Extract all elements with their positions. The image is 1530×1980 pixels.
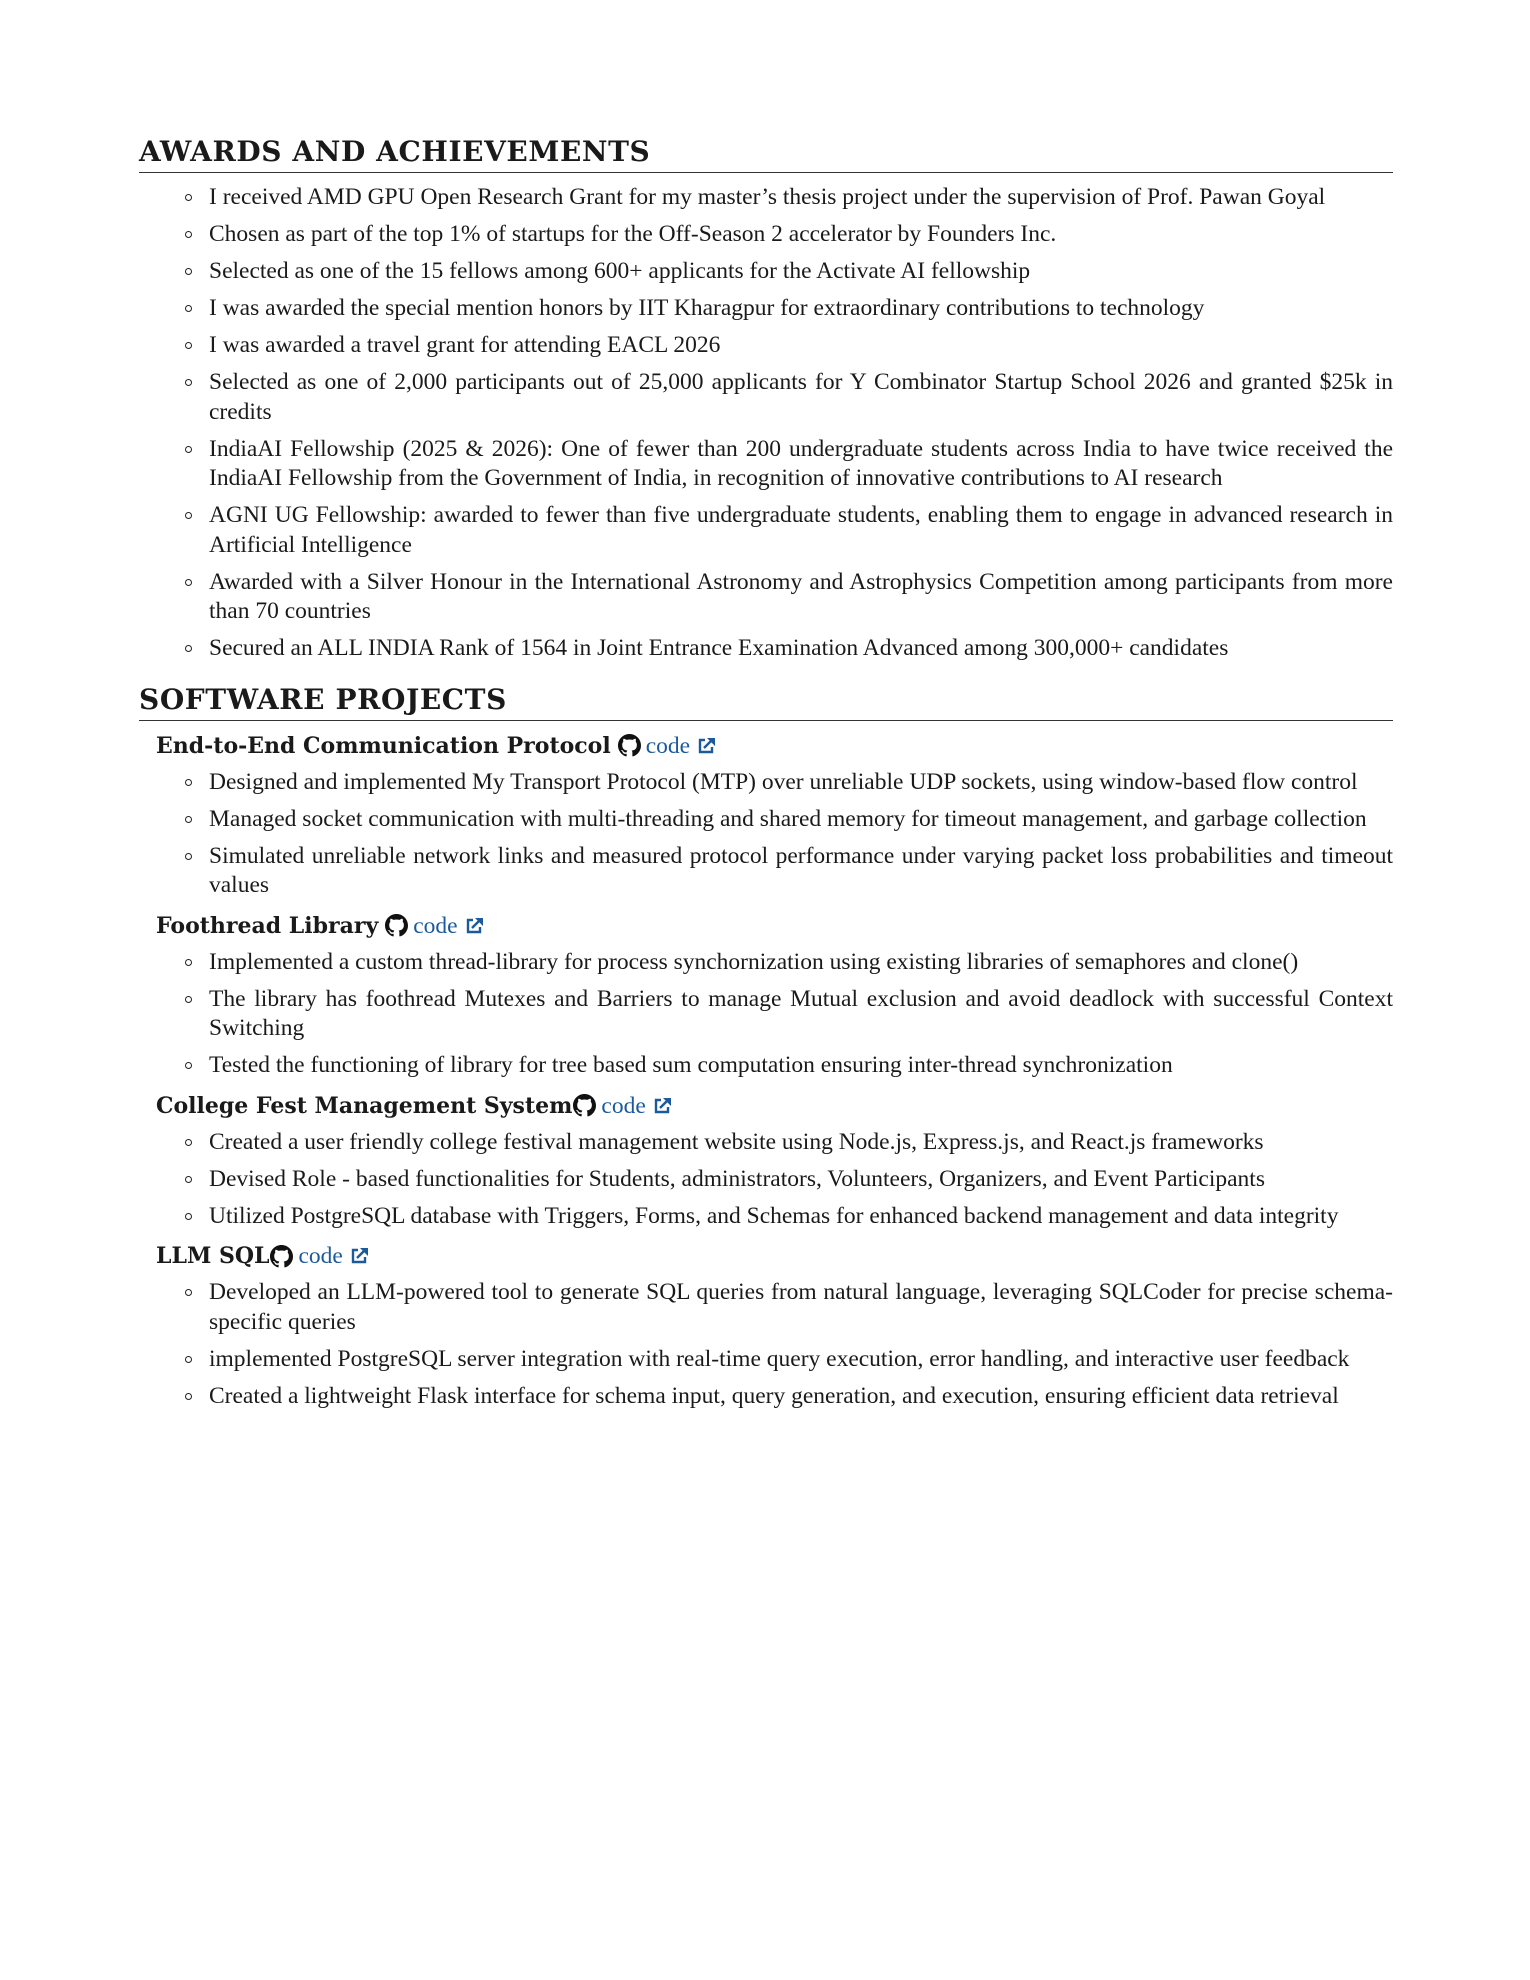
resume-page [139, 135, 1393, 1419]
github-icon [385, 914, 408, 937]
project-name: College Fest Management System [156, 1092, 573, 1119]
award-item: I received AMD GPU Open Research Grant for my master’s thesis project under the supervision of Prof. Pawan Goyal [209, 183, 1393, 213]
project-bullets [139, 768, 1393, 901]
awards-section-title: AWARDS AND ACHIEVEMENTS [139, 138, 1393, 173]
project-heading [139, 912, 1393, 940]
award-item: IndiaAI Fellowship (2025 & 2026): One of fewer than 200 undergraduate students across India to have twice received the IndiaAI Fellowship from the Government of India, in recognition of innovative contributions to AI research [209, 435, 1393, 494]
award-item: Selected as one of 2,000 participants out of 25,000 applicants for Y Combinator Startup School 2026 and granted $25k in credits [209, 368, 1393, 427]
award-item: Chosen as part of the top 1% of startups for the Off-Season 2 accelerator by Founders Inc. [209, 220, 1393, 250]
project-heading [139, 732, 1393, 760]
award-item: Selected as one of the 15 fellows among 600+ applicants for the Activate AI fellowship [209, 257, 1393, 287]
award-item: I was awarded the special mention honors by IIT Kharagpur for extraordinary contributions to technology [209, 294, 1393, 324]
project-llm-sql [139, 1242, 1393, 1411]
external-link-icon [652, 1096, 672, 1116]
project-bullet: implemented PostgreSQL server integration with real-time query execution, error handling, and interactive user feedback [209, 1345, 1393, 1375]
award-item: AGNI UG Fellowship: awarded to fewer than five undergraduate students, enabling them to engage in advanced research in Artificial Intelligence [209, 501, 1393, 560]
project-bullet: Utilized PostgreSQL database with Triggers, Forms, and Schemas for enhanced backend management and data integrity [209, 1202, 1393, 1232]
award-item: I was awarded a travel grant for attending EACL 2026 [209, 331, 1393, 361]
project-end-to-end-protocol [139, 732, 1393, 901]
github-icon [270, 1245, 293, 1268]
award-item: Awarded with a Silver Honour in the International Astronomy and Astrophysics Competition among participants from more than 70 countries [209, 568, 1393, 627]
awards-list [139, 183, 1393, 664]
project-bullet: Implemented a custom thread-library for process synchornization using existing libraries of semaphores and clone() [209, 948, 1393, 978]
external-link-icon [696, 736, 716, 756]
project-heading [139, 1092, 1393, 1120]
project-bullet: Devised Role - based functionalities for Students, administrators, Volunteers, Organizers, and Event Participants [209, 1165, 1393, 1195]
project-bullets [139, 948, 1393, 1081]
external-link-icon [349, 1246, 369, 1266]
award-item: Secured an ALL INDIA Rank of 1564 in Joint Entrance Examination Advanced among 300,000+ candidates [209, 634, 1393, 664]
github-icon [573, 1094, 596, 1117]
code-link-label: code [413, 912, 458, 939]
code-link[interactable] [298, 1242, 368, 1270]
code-link-label: code [601, 1092, 646, 1119]
project-name: LLM SQL [156, 1243, 270, 1269]
project-bullet: Tested the functioning of library for tree based sum computation ensuring inter-thread synchronization [209, 1051, 1393, 1081]
projects-section-title: SOFTWARE PROJECTS [139, 686, 1393, 721]
project-heading [139, 1242, 1393, 1270]
project-name: Foothread Library [156, 912, 379, 939]
project-bullets [139, 1128, 1393, 1232]
project-bullet: Created a lightweight Flask interface for schema input, query generation, and execution, ensuring efficient data retrieval [209, 1382, 1393, 1412]
code-link[interactable] [601, 1092, 671, 1120]
project-bullet: Simulated unreliable network links and measured protocol performance under varying packet loss probabilities and timeout values [209, 842, 1393, 901]
project-bullet: The library has foothread Mutexes and Barriers to manage Mutual exclusion and avoid deadlock with successful Context Switching [209, 985, 1393, 1044]
project-name: End-to-End Communication Protocol [156, 732, 611, 759]
github-icon [618, 734, 641, 757]
code-link[interactable] [646, 732, 716, 760]
project-bullet: Created a user friendly college festival management website using Node.js, Express.js, and React.js frameworks [209, 1128, 1393, 1158]
project-bullets [139, 1278, 1393, 1411]
project-college-fest [139, 1092, 1393, 1232]
project-bullet: Designed and implemented My Transport Protocol (MTP) over unreliable UDP sockets, using window-based flow control [209, 768, 1393, 798]
project-bullet: Developed an LLM-powered tool to generate SQL queries from natural language, leveraging SQLCoder for precise schema-specific queries [209, 1278, 1393, 1337]
project-bullet: Managed socket communication with multi-threading and shared memory for timeout management, and garbage collection [209, 805, 1393, 835]
project-foothread-library [139, 912, 1393, 1081]
external-link-icon [464, 916, 484, 936]
code-link-label: code [645, 732, 691, 759]
code-link-label: code [298, 1243, 343, 1269]
code-link[interactable] [413, 912, 483, 940]
